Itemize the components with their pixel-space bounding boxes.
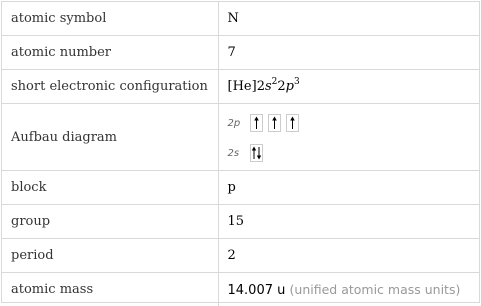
row-electronic-configuration — [2, 70, 479, 104]
orbital-row-2s — [228, 144, 268, 162]
config-s-letter: s — [265, 79, 272, 94]
row-label: atomic symbol — [2, 2, 218, 36]
row-period — [2, 239, 479, 273]
atomic-mass-value: 14.007 — [228, 283, 274, 298]
row-label: atomic mass — [2, 273, 218, 306]
row-value — [218, 70, 479, 104]
row-aufbau-diagram — [2, 104, 479, 171]
row-value: N — [218, 2, 479, 36]
config-s-exponent: 2 — [272, 77, 278, 87]
row-label: period — [2, 239, 218, 273]
orbital-row-2p — [228, 114, 304, 132]
element-properties-table — [1, 1, 480, 303]
spin-up-arrow-icon — [289, 116, 296, 130]
atomic-mass-unit-note: (unified atomic mass units) — [290, 282, 461, 297]
row-value: 7 — [218, 36, 479, 70]
orbital-box — [250, 114, 263, 132]
config-core: [He] — [228, 79, 257, 94]
row-block — [2, 171, 479, 205]
atomic-mass-unit: u — [277, 283, 285, 298]
row-group — [2, 205, 479, 239]
row-label: atomic number — [2, 36, 218, 70]
orbital-label: 2p — [228, 118, 250, 129]
config-p-exponent: 3 — [294, 77, 300, 87]
spin-pair-arrows-icon — [251, 146, 262, 160]
properties-table — [2, 2, 479, 306]
row-value — [218, 104, 479, 171]
spin-up-arrow-icon — [271, 116, 278, 130]
row-atomic-mass — [2, 273, 479, 306]
orbital-box — [250, 144, 263, 162]
config-p-letter: p — [286, 79, 294, 94]
row-label: Aufbau diagram — [2, 104, 218, 171]
orbital-box — [286, 114, 299, 132]
row-atomic-symbol — [2, 2, 479, 36]
row-atomic-number — [2, 36, 479, 70]
row-label: short electronic configuration — [2, 70, 218, 104]
config-s-shell: 2 — [257, 79, 265, 94]
orbital-label: 2s — [228, 148, 250, 159]
config-p-shell: 2 — [277, 79, 285, 94]
orbital-box — [268, 114, 281, 132]
row-value: p — [218, 171, 479, 205]
row-label: group — [2, 205, 218, 239]
row-label: block — [2, 171, 218, 205]
row-value — [218, 273, 479, 306]
row-value: 2 — [218, 239, 479, 273]
aufbau-diagram — [228, 107, 480, 167]
spin-up-arrow-icon — [253, 116, 260, 130]
row-value: 15 — [218, 205, 479, 239]
